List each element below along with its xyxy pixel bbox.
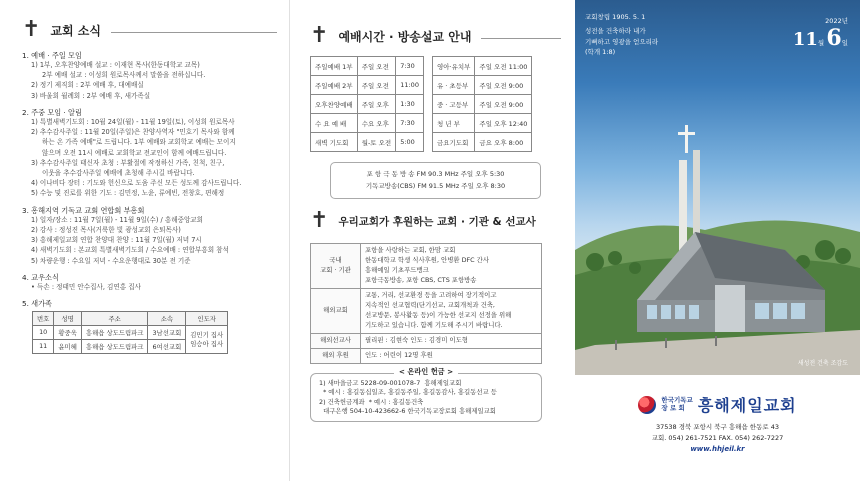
date-year: 2022년	[825, 17, 848, 25]
news-section-title: 3. 흥해지역 기독교 교회 연합회 부흥회	[22, 205, 145, 215]
news-line: 1) 1부, 오후찬양예배 설교 : 이재현 목사(한동대학교 교목)	[31, 61, 200, 69]
news-line: 3) 추수감사주일 태신자 초청 : 부활절에 작정하신 가족, 친척, 친구,	[31, 158, 225, 167]
church-news-header	[22, 16, 277, 44]
scripture-verse: 성전을 건축하라 내가 기뻐하고 영광을 얻으리라 (학개 1:8)	[585, 27, 659, 57]
news-line: 2) 추수감사주일 : 11월 20일(주일)은 찬양사역자 "민호기 목사와 함께	[31, 128, 235, 137]
support-table	[310, 243, 542, 363]
date-month: 11	[792, 29, 818, 50]
schedule-header	[310, 22, 561, 50]
schedule-row	[311, 114, 532, 133]
offering-line: 1) 새마을금고 5228-09-001078-7 흥해제일교회	[319, 378, 462, 387]
news-sections	[22, 51, 277, 292]
visitor-cell: 윤미혜	[54, 339, 82, 353]
schedule-cell: 주일예배 2부	[311, 76, 358, 95]
support-label: 해외교회	[311, 289, 361, 334]
news-line: 5) 차량운행 : 수요일 저녁 - 수요운행대로 30분 전 기준	[31, 256, 191, 265]
news-line: 1) 특별새벽기도회 : 10월 24일(월) - 11월 19일(토), 이성희 원로목사	[31, 117, 235, 126]
schedule-gap	[423, 57, 432, 76]
support-text: 필리핀 : 김현숙 인도 : 김경미 이도형	[361, 333, 542, 348]
schedule-row	[311, 133, 532, 152]
visitors-header-cell: 번호	[33, 311, 54, 325]
cover-header-text	[585, 12, 658, 58]
schedule-cell: 주일 오전	[357, 76, 396, 95]
offering-title: < 온라인 헌금 >	[394, 367, 458, 376]
offering-line: 2) 건축헌금계좌 * 예시 : 홍길동건축	[319, 397, 424, 406]
news-line: 이웃을 추수감사주일 예배에 초청해 주시길 바랍니다.	[42, 168, 195, 177]
church-news-title: 교회 소식	[50, 23, 101, 38]
support-row	[311, 289, 542, 334]
news-line: 2) 강사 : 정성진 목사(거룩한 빛 광성교회 은퇴목사)	[31, 225, 181, 234]
news-section-title: 4. 교우소식	[22, 272, 59, 282]
news-line: 4) 이나비다 장터 : 기도와 헌신으로 도움 주신 모든 성도께 감사드립니다.	[31, 179, 242, 188]
schedule-cell: 수 요 예 배	[311, 114, 358, 133]
broadcast-box	[330, 162, 541, 199]
bulletin-date	[793, 16, 848, 51]
online-offering-box	[310, 366, 542, 422]
church-website-link[interactable]: www.hhjeil.kr	[690, 445, 745, 454]
schedule-cell: 1:30	[396, 95, 424, 114]
cross-icon: ✝	[310, 23, 329, 48]
support-row	[311, 244, 542, 289]
schedule-cell: 유 · 초등부	[432, 76, 474, 95]
schedule-cell: 11:00	[396, 76, 424, 95]
news-line: 3) 흥해제일교회 연합 찬양대 찬양 : 11월 7일(월) 저녁 7시	[31, 236, 202, 245]
news-section-title: 1. 예배 · 주일 모임	[22, 51, 82, 60]
visitor-cell: 6여선교회	[148, 339, 186, 353]
schedule-cell: 주일 오전 9:00	[475, 76, 532, 95]
schedule-cell: 금요 오후 8:00	[475, 133, 532, 152]
visitor-cell: 10	[33, 325, 54, 339]
church-name: 흥해제일교회	[697, 396, 797, 415]
support-text: 포항을 사랑하는 교회, 한맘 교회 한동대학교 학생 식사후원, 안병환 DFC 간사 흥해예일 기초푸드뱅크 포항극동방송, 포항 CBS, CTS 포항방송	[361, 244, 542, 289]
support-text: 인도 : 어린이 12명 후원	[361, 348, 542, 363]
offering-line: * 예시 : 홍길동십일조, 홍길동주일, 홍길동감사, 홍길동선교 등	[319, 388, 497, 397]
visitor-cell: 황중욱	[54, 325, 82, 339]
schedule-cell: 월-토 오전	[357, 133, 396, 152]
schedule-gap	[423, 95, 432, 114]
visitors-title: 5. 새가족	[22, 298, 52, 308]
church-info	[575, 375, 860, 481]
news-line: 4) 새벽기도회 : 본교회 특별새벽기도회 / 수요예배 : 연합부흥회 참석	[31, 246, 229, 255]
schedule-cell: 새벽 기도회	[311, 133, 358, 152]
date-month-unit: 월	[817, 39, 825, 47]
schedule-title: 예배시간 · 방송설교 안내	[338, 29, 472, 44]
visitors-header-row	[33, 311, 228, 325]
schedule-row	[311, 57, 532, 76]
cover-column	[575, 0, 860, 481]
schedule-cell: 주일 오후 12:40	[475, 114, 532, 133]
visitor-cell: 흥해읍 상도드림파크	[81, 325, 148, 339]
offering-lines	[319, 379, 533, 417]
news-line: 2) 정기 제직회 : 2부 예배 후, 대예배실	[31, 81, 144, 90]
news-line: 2부 예배 설교 : 이성희 원로목사께서 말씀을 전하십니다.	[42, 71, 206, 80]
support-label: 해외 후원	[311, 348, 361, 363]
support-title: 우리교회가 후원하는 교회 · 기관 & 선교사	[338, 215, 536, 228]
schedule-cell: 금요기도회	[432, 133, 474, 152]
schedule-row	[311, 76, 532, 95]
visitors-header-cell: 주소	[81, 311, 148, 325]
photo-caption: 새성전 건축 조감도	[797, 360, 848, 367]
church-address-block	[575, 422, 860, 456]
church-address: 37538 경북 포항시 북구 흥해읍 한동로 43	[656, 423, 779, 431]
denomination-line-1: 한국기독교	[661, 395, 693, 404]
schedule-cell: 주일 오후	[357, 95, 396, 114]
schedule-row	[311, 95, 532, 114]
schedule-cell: 영아·유치부	[432, 57, 474, 76]
schedule-cell: 주일 오전 11:00	[475, 57, 532, 76]
schedule-cell: 주일 오전 9:00	[475, 95, 532, 114]
support-label: 국내 교회 · 기관	[311, 244, 361, 289]
news-line: 않으며 오전 11시 예배로 교회학교 전교인이 함께 예배드립니다.	[42, 148, 227, 157]
schedule-cell: 주일 오전	[357, 57, 396, 76]
news-line: 하는 온 가족 예배"로 드립니다. 1부 예배와 교회학교 예배는 모이지	[42, 138, 236, 147]
schedule-cell: 수요 오후	[357, 114, 396, 133]
schedule-column	[290, 0, 575, 481]
schedule-cell: 주일예배 1부	[311, 57, 358, 76]
visitor-cell: 흥해읍 상도드림파크	[81, 339, 148, 353]
church-news-column	[0, 0, 290, 481]
visitors-header-cell: 소속	[148, 311, 186, 325]
schedule-cell: 중 · 고등부	[432, 95, 474, 114]
cover-photo	[575, 0, 860, 375]
visitor-row	[33, 325, 228, 339]
news-line: 1) 일자/장소 : 11월 7일(월) - 11월 9일(수) / 흥해중앙교회	[31, 215, 204, 224]
church-phone: 교회. 054) 261-7521 FAX. 054) 262-7227	[651, 434, 784, 443]
visitors-header-cell: 성명	[54, 311, 82, 325]
schedule-table	[310, 56, 532, 152]
schedule-cell: 7:30	[396, 57, 424, 76]
broadcast-line: 포 항 극 동 방 송 FM 90.3 MHz 주일 오후 5:30	[366, 170, 505, 178]
visitor-cell: 3남선교회	[148, 325, 186, 339]
schedule-cell: 7:30	[396, 114, 424, 133]
support-text: 교통, 거리, 선교환경 등을 고려하여 장기적이고 지속적인 선교협력(단기선교, 교회개척과 건축, 선교방문, 봉사활동 등)이 가능한 선교지 선정을 위해 기도하고 있습니다. 함께 기도해 주시기 바랍니다.	[361, 289, 542, 334]
news-line: • 득손 : 정태민 안수집사, 김연홍 집사	[31, 282, 141, 291]
divider	[111, 32, 277, 33]
visitor-cell: 11	[33, 339, 54, 353]
cross-icon: ✝	[310, 208, 329, 234]
visitors-header-cell: 인도자	[186, 311, 228, 325]
news-section-title: 2. 주중 모임 · 알림	[22, 107, 82, 117]
offering-title-wrap	[311, 367, 541, 378]
founded-date: 교회창립 1905. 5. 1	[585, 13, 646, 21]
offering-line: 대구은행 504-10-423662-6 한국기독교장로회 흥해제일교회	[319, 407, 496, 416]
support-label: 해외선교사	[311, 333, 361, 348]
date-day: 6	[826, 25, 842, 51]
schedule-cell: 오후찬양예배	[311, 95, 358, 114]
schedule-gap	[423, 114, 432, 133]
denomination-name	[661, 397, 692, 413]
news-line: 3) 바울회 월례회 : 2부 예배 후, 새가족실	[31, 91, 151, 100]
support-row	[311, 333, 542, 348]
denomination-line-2: 장 로 회	[661, 403, 685, 412]
schedule-gap	[423, 76, 432, 95]
support-header	[310, 207, 561, 235]
schedule-cell: 5:00	[396, 133, 424, 152]
divider	[481, 38, 561, 39]
schedule-gap	[423, 133, 432, 152]
denomination-logo-icon	[638, 396, 656, 414]
visitors-body	[33, 325, 228, 353]
date-day-unit: 일	[841, 39, 848, 47]
schedule-cell: 청 년 부	[432, 114, 474, 133]
broadcast-line: 기독교방송(CBS) FM 91.5 MHz 주일 오후 8:30	[365, 181, 506, 190]
visitor-guide-cell: 김민기 집사 임승아 집사	[186, 325, 228, 353]
church-logo	[575, 393, 860, 416]
support-row	[311, 348, 542, 363]
news-line: 5) 수능 및 진로를 위한 기도 : 김민정, 노윤, 류예빈, 전창호, 편해정	[31, 189, 225, 198]
cross-icon: ✝	[22, 17, 41, 42]
visitors-table	[32, 311, 228, 354]
